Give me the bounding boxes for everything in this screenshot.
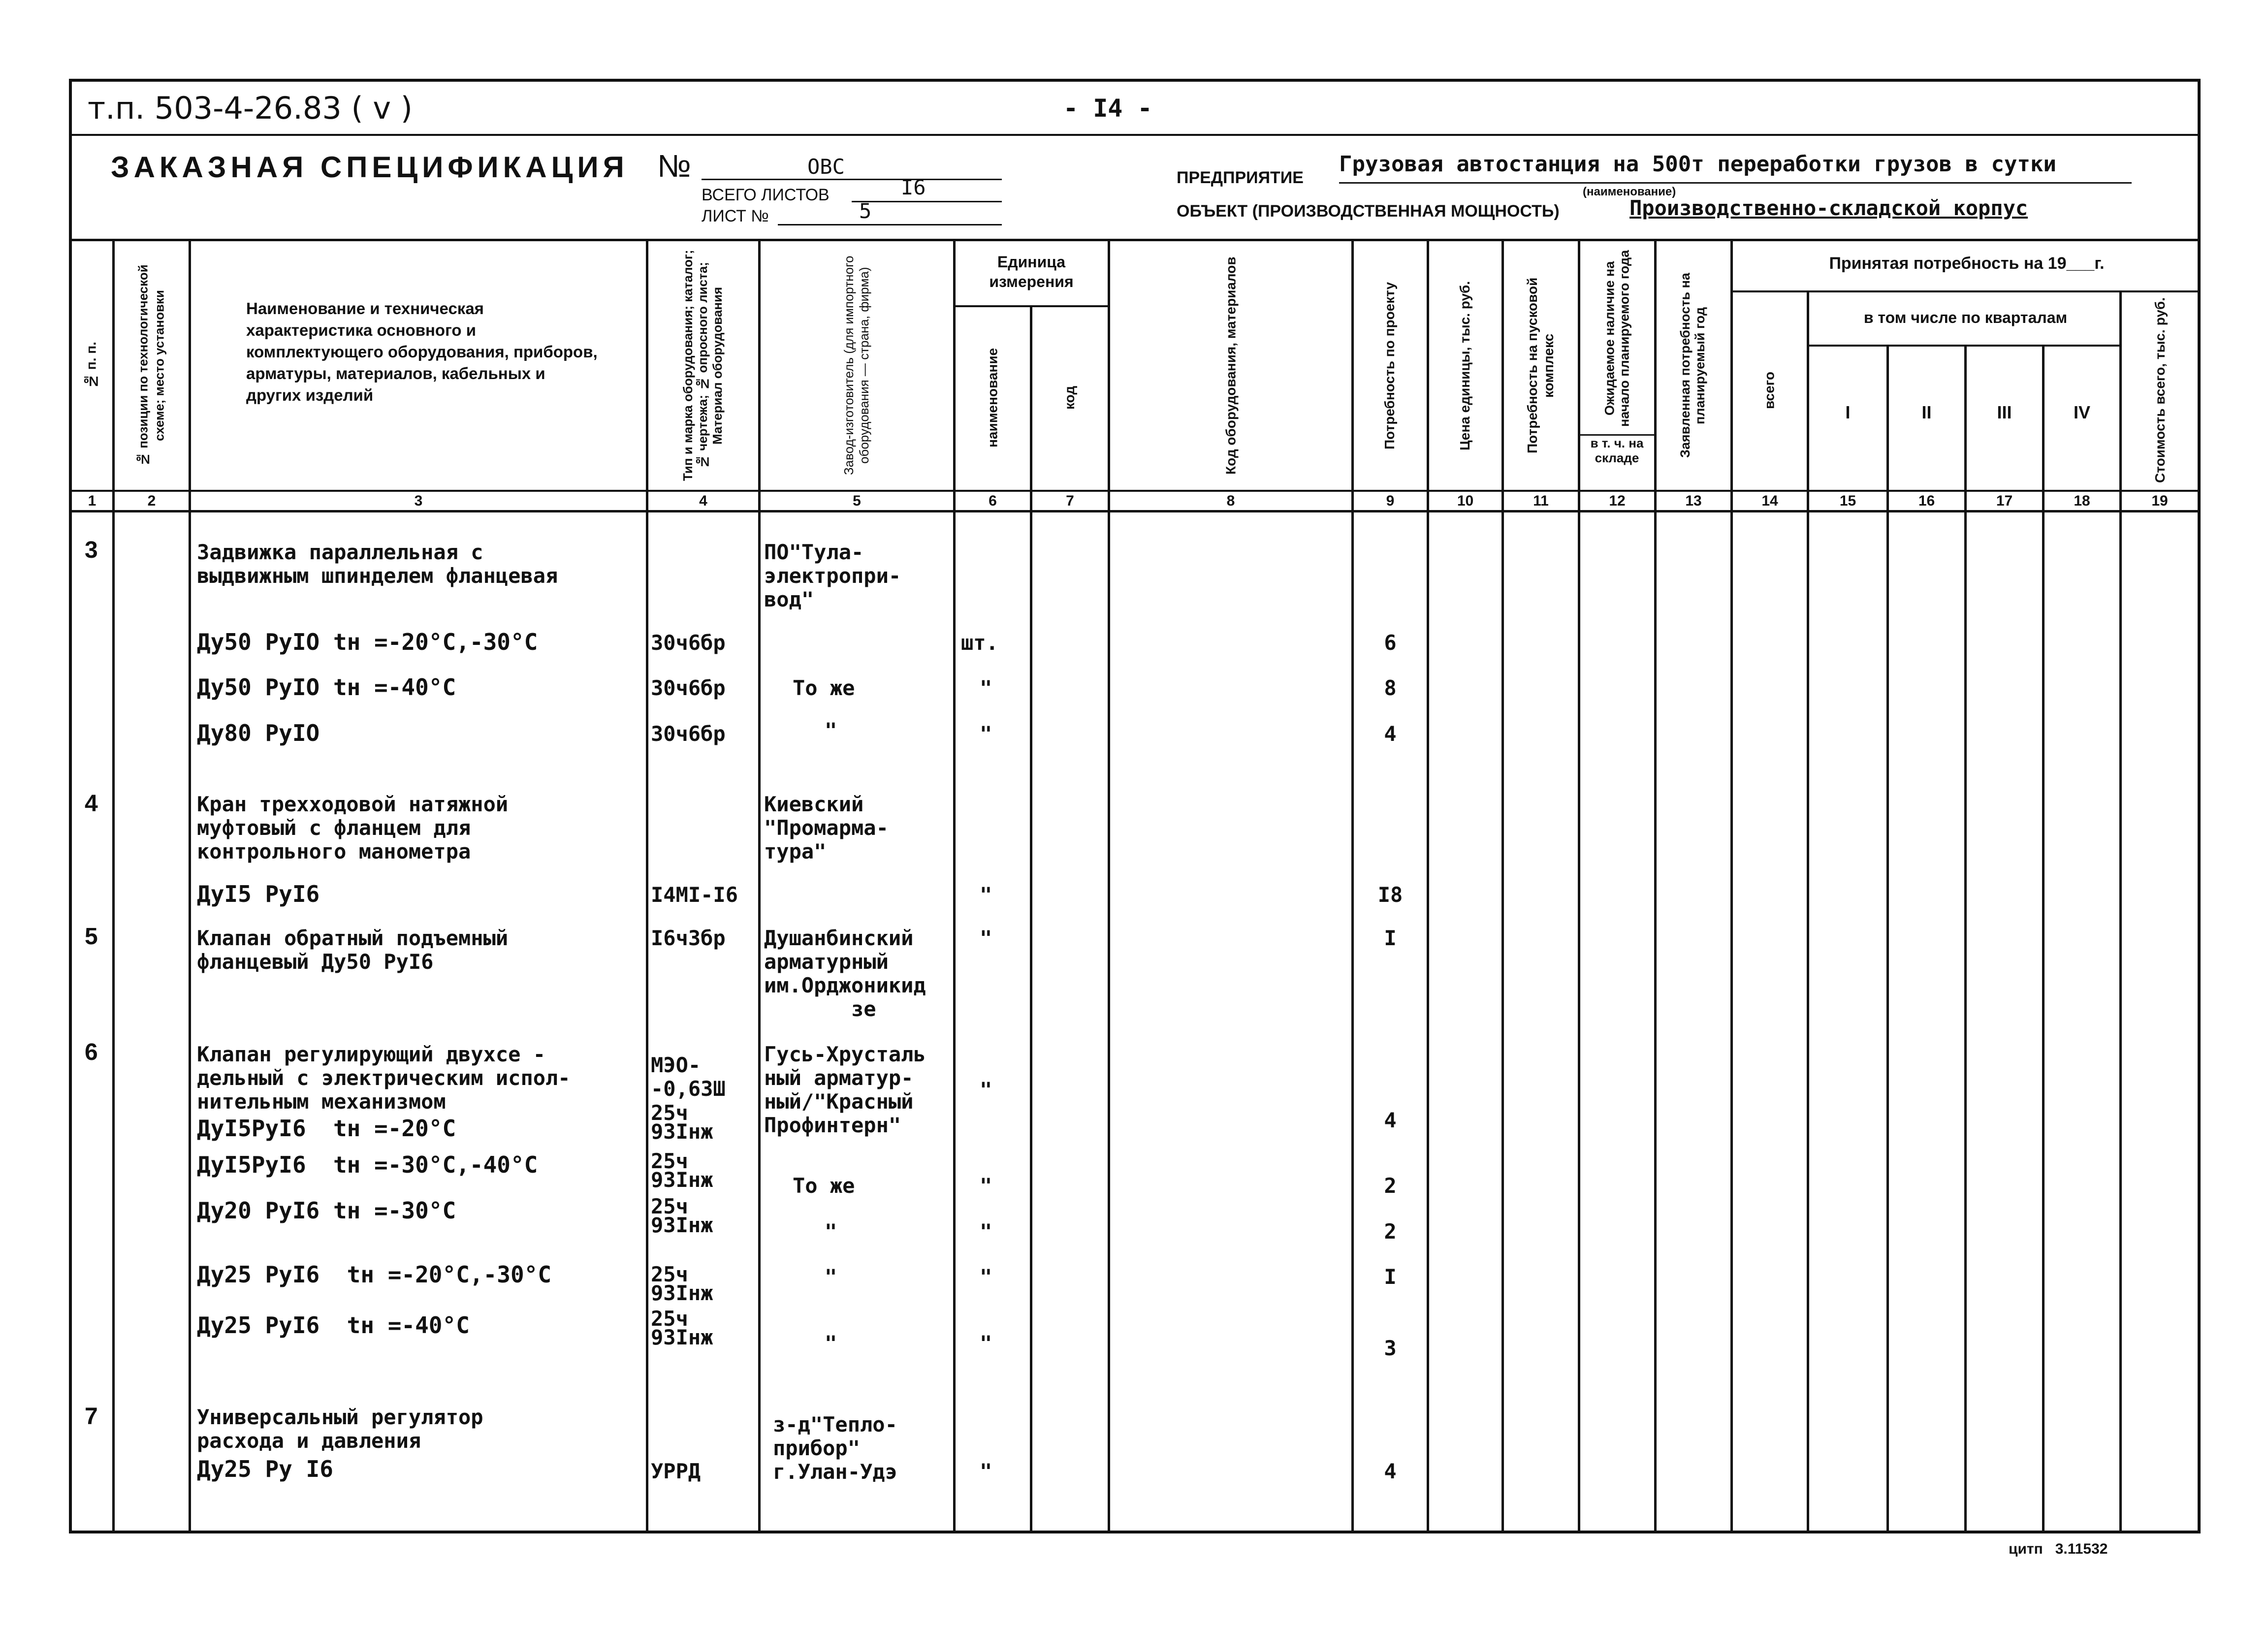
unit-group-divider	[953, 305, 1108, 307]
row-6b-type: 25ч 93Iнж	[651, 1149, 713, 1192]
col-8-header: Код оборудования, материалов	[1223, 256, 1239, 475]
colnum-4: 4	[699, 493, 707, 509]
frame-bottom	[69, 1531, 2201, 1533]
col-1-header: № п. п.	[83, 342, 99, 389]
document-code: т.п. 503-4-26.83 ( v )	[88, 90, 413, 126]
row-6a-type: 25ч 93Iнж	[651, 1101, 713, 1144]
vline-15	[1886, 345, 1889, 1533]
row-6d-name: Ду25 РуI6 tн =-20°C,-30°C	[197, 1261, 552, 1288]
row-3b-type: 30ч6бр	[651, 676, 726, 700]
row-3a-qty: 6	[1384, 631, 1397, 655]
vline-7	[1108, 239, 1110, 1533]
col-5-header: Завод-изготовитель (для импортного оборудования — страна, фирма)	[841, 255, 871, 476]
quarter-1-header: I	[1845, 402, 1851, 422]
vline-14	[1807, 290, 1809, 1533]
colnum-6: 6	[989, 493, 997, 509]
col-4-header: Тип и марка оборудования; каталог; № чертежа; № опросного листа; Материал оборудования	[680, 250, 725, 481]
total-sheets-value: I6	[901, 175, 926, 199]
vline-5	[953, 239, 956, 1533]
row-3-name: Задвижка параллельная с выдвижным шпинделем фланцевая	[197, 540, 558, 588]
row-6e-name: Ду25 РуI6 tн =-40°C	[197, 1312, 470, 1339]
row-7-type: УРРД	[651, 1459, 701, 1483]
row-5-name: Клапан обратный подъемный фланцевый Ду50 РуI6	[197, 926, 509, 974]
col-12-header: Ожидаемое наличие на начало планируемого года	[1602, 250, 1632, 427]
row-6d-manufacturer: "	[825, 1265, 837, 1289]
colnum-14: 14	[1761, 493, 1778, 509]
colnum-3: 3	[414, 493, 423, 509]
row-3a-type: 30ч6бр	[651, 631, 726, 655]
row-3a-name: Ду50 РуIO tн =-20°C,-30°C	[197, 629, 538, 655]
footer-stamp: цитп 3.11532	[2009, 1541, 2108, 1557]
row-3c-qty: 4	[1384, 722, 1397, 746]
vline-2	[189, 239, 191, 1533]
colnum-top	[69, 490, 2201, 492]
object-value: Производственно-складской корпус	[1629, 196, 2028, 220]
row-4-name: Кран трехходовой натяжной муфтовый с фланцем для контрольного манометра	[197, 792, 509, 863]
colnum-13: 13	[1685, 493, 1702, 509]
frame-right	[2198, 79, 2201, 1533]
col-9-header: Потребность по проекту	[1382, 282, 1397, 449]
number-label: №	[657, 148, 691, 184]
row-3a-unit: шт.	[961, 631, 998, 655]
row-6d-qty: I	[1384, 1265, 1397, 1289]
vline-1	[112, 239, 115, 1533]
row-4-manufacturer: Киевский "Промарма- тура"	[764, 792, 889, 863]
accepted-group-divider	[1730, 290, 2201, 292]
colnum-9: 9	[1386, 493, 1395, 509]
quarters-group-divider	[1807, 345, 2122, 347]
vline-3	[646, 239, 648, 1533]
sheet-label: ЛИСТ №	[702, 207, 769, 225]
col-11-header: Потребность на пусковой комплекс	[1525, 277, 1556, 454]
colnum-16: 16	[1918, 493, 1935, 509]
number-underline	[702, 179, 1002, 180]
naming-note: (наименование)	[1583, 185, 1676, 198]
row-6c-qty: 2	[1384, 1219, 1397, 1244]
vline-18	[2119, 290, 2122, 1533]
row-pos-4: 4	[85, 791, 98, 817]
row-7-unit: "	[980, 1459, 992, 1483]
row-3b-name: Ду50 РуIO tн =-40°C	[197, 674, 456, 701]
col-14-header: всего	[1761, 371, 1777, 409]
col-6-header: наименование	[985, 348, 1000, 447]
row-pos-5: 5	[85, 924, 98, 950]
row-6e-manufacturer: "	[825, 1331, 837, 1355]
colnum-bottom	[69, 510, 2201, 512]
colnum-10: 10	[1457, 493, 1474, 509]
sheet-underline	[778, 224, 1002, 225]
colnum-7: 7	[1066, 493, 1074, 509]
row-7a-name: Ду25 Ру I6	[197, 1456, 333, 1482]
enterprise-label: ПРЕДПРИЯТИЕ	[1177, 168, 1304, 187]
frame-left	[69, 79, 72, 1533]
row-5-qty: I	[1384, 926, 1397, 950]
col-12-subheader: в т. ч. на складе	[1590, 436, 1644, 465]
row-3c-type: 30ч6бр	[651, 722, 726, 746]
col-3-header: Наименование и техническая характеристика основного и комплектующего оборудования, приборов, арматуры, материалов, кабельных и других изделий	[246, 299, 598, 404]
row-6c-manufacturer: "	[825, 1219, 837, 1244]
row-6a-qty: 4	[1384, 1108, 1397, 1132]
quarter-4-header: IV	[2073, 402, 2090, 422]
row-6-name: Клапан регулирующий двухсе - дельный с электрическим испол- нительным механизмом	[197, 1042, 571, 1114]
sheet-value: 5	[859, 199, 872, 223]
document-title: ЗАКАЗНАЯ СПЕЦИФИКАЦИЯ	[111, 151, 629, 184]
page-mark: - I4 -	[1063, 94, 1152, 123]
row-6d-type: 25ч 93Iнж	[651, 1262, 713, 1305]
row-7-qty: 4	[1384, 1459, 1397, 1483]
vline-4	[758, 239, 761, 1533]
colnum-19: 19	[2151, 493, 2168, 509]
row-6d-unit: "	[980, 1265, 992, 1289]
vline-11	[1578, 239, 1580, 1533]
row-6b-unit: "	[980, 1174, 992, 1198]
colnum-5: 5	[853, 493, 861, 509]
row-pos-3: 3	[85, 537, 98, 563]
row-6-manufacturer: Гусь-Хрусталь ный арматур- ный/"Красный Профинтерн"	[764, 1042, 926, 1137]
row-7-manufacturer: з-д"Тепло- прибор" г.Улан-Удэ	[773, 1412, 897, 1484]
row-3b-qty: 8	[1384, 676, 1397, 700]
row-6c-name: Ду20 РуI6 tн =-30°C	[197, 1197, 456, 1224]
row-3c-manufacturer: "	[825, 718, 837, 742]
col-19-header: Стоимость всего, тыс. руб.	[2152, 297, 2168, 483]
row-4a-unit: "	[980, 883, 992, 907]
quarters-group-header: в том числе по кварталам	[1863, 309, 2068, 326]
row-5-type: I6ч3бр	[651, 926, 726, 950]
row-5-manufacturer: Душанбинский арматурный им.Орджоникид зе	[764, 926, 926, 1021]
unit-group-header: Единица измерения	[989, 253, 1074, 290]
col-13-header: Заявленная потребность на планируемый год	[1678, 273, 1707, 458]
colnum-17: 17	[1996, 493, 2013, 509]
row-pos-6: 6	[85, 1039, 98, 1065]
col-10-header: Цена единицы, тыс. руб.	[1457, 281, 1472, 450]
vline-12	[1654, 239, 1657, 1533]
row-3b-manufacturer: То же	[793, 676, 855, 700]
colnum-12: 12	[1609, 493, 1626, 509]
vline-9	[1427, 239, 1429, 1533]
total-sheets-underline	[852, 201, 1002, 202]
row-6-unit: "	[980, 1078, 992, 1102]
row-6a-name: ДуI5РуI6 tн =-20°C	[197, 1115, 456, 1142]
total-sheets-label: ВСЕГО ЛИСТОВ	[702, 186, 830, 204]
row-pos-7: 7	[85, 1404, 98, 1430]
colnum-1: 1	[88, 493, 96, 509]
vline-10	[1501, 239, 1504, 1533]
colnum-8: 8	[1226, 493, 1235, 509]
frame-top	[69, 79, 2201, 82]
enterprise-underline	[1339, 182, 2132, 184]
title-strip-divider	[69, 134, 2201, 136]
row-4a-type: I4МI-I6	[651, 883, 738, 907]
vline-17	[2042, 345, 2044, 1533]
row-6e-type: 25ч 93Iнж	[651, 1307, 713, 1349]
header-divider	[69, 239, 2201, 241]
quarter-2-header: II	[1921, 402, 1932, 422]
row-3c-unit: "	[980, 722, 992, 746]
row-6e-qty: 3	[1384, 1336, 1397, 1360]
colnum-15: 15	[1839, 493, 1856, 509]
object-label: ОБЪЕКТ (ПРОИЗВОДСТВЕННАЯ МОЩНОСТЬ)	[1177, 202, 1560, 221]
colnum-18: 18	[2074, 493, 2090, 509]
row-7-name: Универсальный регулятор расхода и давления	[197, 1405, 483, 1453]
col-7-header: код	[1062, 385, 1077, 410]
colnum-11: 11	[1533, 493, 1549, 509]
row-5-unit: "	[980, 926, 992, 950]
row-3b-unit: "	[980, 676, 992, 700]
enterprise-value: Грузовая автостанция на 500т переработки грузов в сутки	[1339, 152, 2056, 177]
row-6b-qty: 2	[1384, 1174, 1397, 1198]
quarter-3-header: III	[1997, 402, 2012, 422]
row-3c-name: Ду80 РуIO	[197, 720, 320, 746]
row-6e-unit: "	[980, 1331, 992, 1355]
row-4a-qty: I8	[1377, 883, 1403, 907]
row-3-manufacturer: ПО"Тула- электропри- вод"	[764, 540, 901, 611]
colnum-2: 2	[147, 493, 156, 509]
col-2-header: № позиции по технологической схеме; место установки	[135, 264, 167, 467]
number-value: ОВС	[807, 155, 845, 179]
vline-6	[1030, 305, 1032, 1533]
row-6-type: МЭО- -0,63Ш	[651, 1053, 726, 1101]
row-6c-type: 25ч 93Iнж	[651, 1194, 713, 1237]
row-6c-unit: "	[980, 1219, 992, 1244]
row-6b-name: ДуI5РуI6 tн =-30°C,-40°C	[197, 1151, 538, 1178]
row-6b-manufacturer: То же	[793, 1174, 855, 1198]
accepted-group-header: Принятая потребность на 19___г.	[1829, 254, 2105, 273]
vline-16	[1964, 345, 1967, 1533]
row-4a-name: ДуI5 РуI6	[197, 881, 320, 907]
